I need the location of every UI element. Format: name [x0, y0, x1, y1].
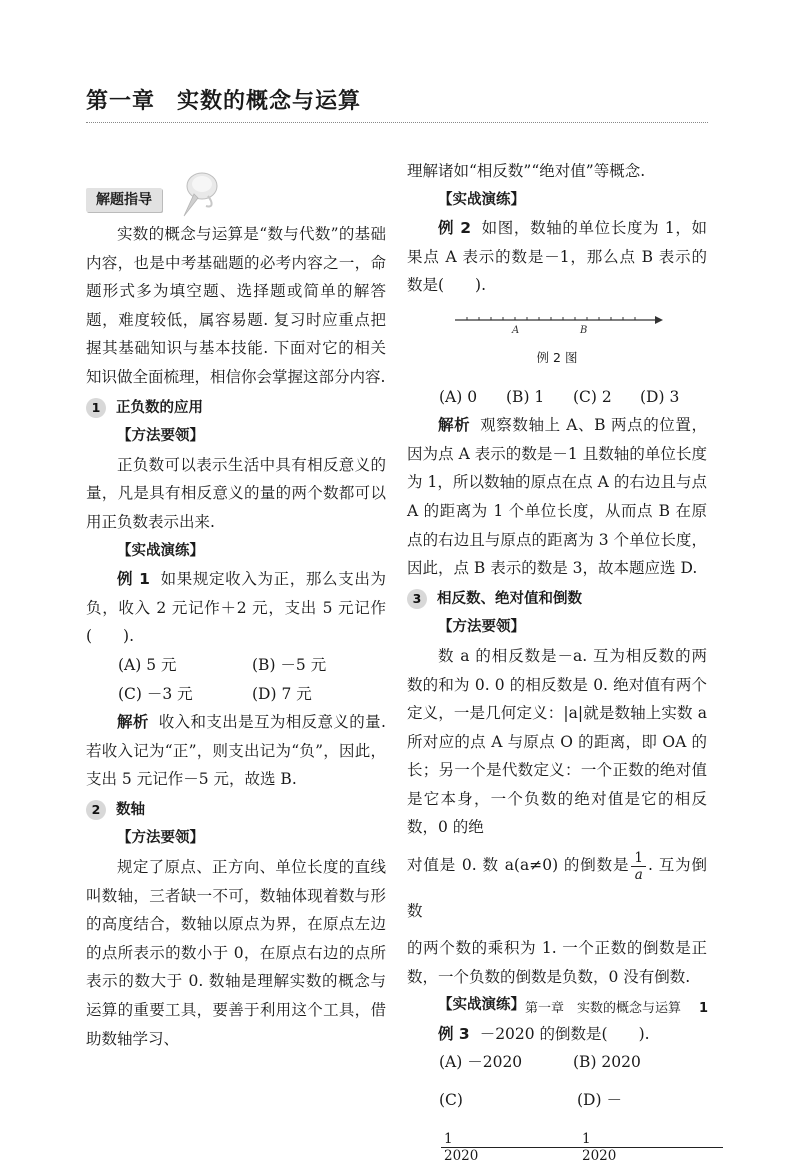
- pushpin-icon: [172, 164, 224, 222]
- fraction-denominator: 2020: [444, 1147, 479, 1164]
- section-1-title: 正负数的应用: [116, 399, 203, 416]
- guide-intro: 实数的概念与运算是“数与代数”的基础内容，也是中考基础题的必考内容之一，命题形式多为填空题、选择题或简单的解答题，难度较低，属容易题. 复习时应重点把握其基础知识与基本技能. 下面对它的相关知识做全面梳理，相信你会掌握这部分内容.: [86, 225, 386, 386]
- fraction-numerator: 1: [441, 1131, 585, 1148]
- option-b: (B) －5 元: [252, 655, 327, 674]
- guide-header: [86, 150, 386, 220]
- option-c: (C) －3 元: [118, 684, 193, 703]
- example-3: [407, 1020, 707, 1049]
- section-1-method: 正负数可以表示生活中具有相反意义的量，凡是具有相反意义的量的两个数都可以用正负数表示出来.: [86, 455, 386, 531]
- footer-chapter: 第一章 实数的概念与运算: [524, 1001, 681, 1016]
- fraction-denominator: a: [634, 866, 643, 883]
- method-label: 【方法要领】: [438, 619, 525, 636]
- method-label: 【方法要领】: [117, 830, 204, 847]
- example-3-options-row-1: [407, 1048, 707, 1077]
- fraction-denominator: 2020: [582, 1147, 617, 1164]
- section-3-method-a: 数 a 的相反数是－a. 互为相反数的两数的和为 0. 0 的相反数是 0. 绝对值有两个定义，一是几何定义：|a|就是数轴上实数 a 所对应的点 A 与原点 O 的距离，即 OA 的长；另一个是代数定义：一个正数的绝对值是它本身，一个负数的绝对值是它的相反数，0 的绝: [407, 646, 707, 837]
- example-2-analysis-text: 观察数轴上 A、B 两点的位置，因为点 A 表示的数是－1 且数轴的单位长度为 1，所以数轴的原点在点 A 的右边且与点 A 的距离为 1 个单位长度，从而点 B 在原点的右边且与原点的距离为 3 个单位长度，因此，点 B 表示的数是 3，故本题应选 D.: [407, 416, 707, 578]
- option-c: [439, 1077, 577, 1169]
- option-c: (C) 2: [573, 387, 612, 406]
- page-footer: [525, 997, 708, 1016]
- section-2-title: 数轴: [116, 801, 145, 818]
- fraction-one-over-a: [631, 850, 646, 883]
- example-2-analysis: [407, 411, 707, 583]
- section-3-heading: [407, 585, 707, 614]
- option-d-label: (D) －: [577, 1091, 622, 1110]
- option-d: [577, 1077, 715, 1169]
- right-column: [407, 157, 707, 1169]
- example-2-options: [407, 383, 707, 412]
- method-b-post: . 互为倒数: [407, 856, 707, 921]
- practice-label: 【实战演练】: [117, 542, 204, 559]
- chapter-name: 实数的概念与运算: [177, 89, 362, 114]
- section-3-title: 相反数、绝对值和倒数: [437, 590, 582, 607]
- section-2-heading: [86, 796, 386, 825]
- practice-label: 【实战演练】: [438, 191, 525, 208]
- method-b-pre: 对值是 0. 数 a(a≠0) 的倒数是: [407, 856, 630, 875]
- left-column: [86, 150, 386, 1053]
- example-1-text: 如果规定收入为正，那么支出为负，收入 2 元记作＋2 元，支出 5 元记作( ).: [86, 570, 386, 646]
- option-a: (A) －2020: [439, 1053, 523, 1072]
- section-3-number: 3: [407, 589, 427, 609]
- analysis-label: 解析: [438, 416, 471, 435]
- point-b-label: B: [580, 324, 588, 336]
- example-1: [86, 565, 386, 651]
- method-label: 【方法要领】: [117, 428, 204, 445]
- option-c-label: (C): [439, 1091, 463, 1110]
- section-3-method-b: [407, 842, 707, 934]
- example-1-analysis-text: 收入和支出是互为相反意义的量. 若收入记为“正”，则支出记为“负”，因此，支出 5 元记作－5 元，故选 B.: [86, 713, 386, 789]
- section-3-method-c: 的两个数的乘积为 1. 一个正数的倒数是正数，一个负数的倒数是负数，0 没有倒数.: [407, 939, 707, 986]
- page-number: 1: [698, 1001, 708, 1016]
- fraction-numerator: 1: [631, 850, 646, 867]
- option-a: (A) 5 元: [118, 655, 177, 674]
- section-1-number: 1: [86, 398, 106, 418]
- section-2-method: 规定了原点、正方向、单位长度的直线叫数轴，三者缺一不可，数轴体现着数与形的高度结合，数轴以原点为界，在原点左边的点所表示的数小于 0，在原点右边的点所表示的数大于 0. 数轴是理解实数的概念与运算的重要工具，要善于利用这个工具，借助数轴学习、: [86, 858, 386, 1048]
- example-1-label: 例 1: [117, 570, 150, 589]
- practice-label: 【实战演练】: [438, 997, 525, 1014]
- section-1-heading: [86, 394, 386, 423]
- example-3-label: 例 3: [438, 1024, 470, 1043]
- example-2-label: 例 2: [438, 219, 471, 238]
- point-a-label: A: [512, 324, 520, 336]
- option-c-fraction: [441, 1131, 579, 1164]
- dotted-divider: [86, 122, 708, 123]
- guide-tab: 解题指导: [86, 188, 162, 212]
- number-line-figure: [407, 308, 707, 342]
- section-2-method-continued: 理解诸如“相反数”“绝对值”等概念.: [407, 162, 646, 180]
- example-2: [407, 214, 707, 300]
- example-1-options-row-1: [86, 651, 386, 680]
- option-d: (D) 3: [640, 387, 680, 406]
- example-3-text: －2020 的倒数是( ).: [479, 1024, 650, 1043]
- chapter-title: [86, 84, 361, 115]
- example-1-analysis: [86, 708, 386, 794]
- option-a: (A) 0: [439, 387, 478, 406]
- chapter-number: 第一章: [86, 89, 156, 114]
- option-b: (B) 2020: [573, 1053, 641, 1072]
- fraction-numerator: 1: [579, 1131, 723, 1148]
- example-1-options-row-2: [86, 680, 386, 709]
- example-2-text: 如图，数轴的单位长度为 1，如果点 A 表示的数是－1，那么点 B 表示的数是( ).: [407, 219, 707, 295]
- example-3-options-row-2: [407, 1077, 707, 1169]
- section-2-number: 2: [86, 800, 106, 820]
- option-d: (D) 7 元: [252, 684, 312, 703]
- analysis-label: 解析: [117, 713, 149, 732]
- option-b: (B) 1: [506, 387, 545, 406]
- figure-caption: 例 2 图: [536, 349, 578, 365]
- option-d-fraction: [579, 1131, 717, 1164]
